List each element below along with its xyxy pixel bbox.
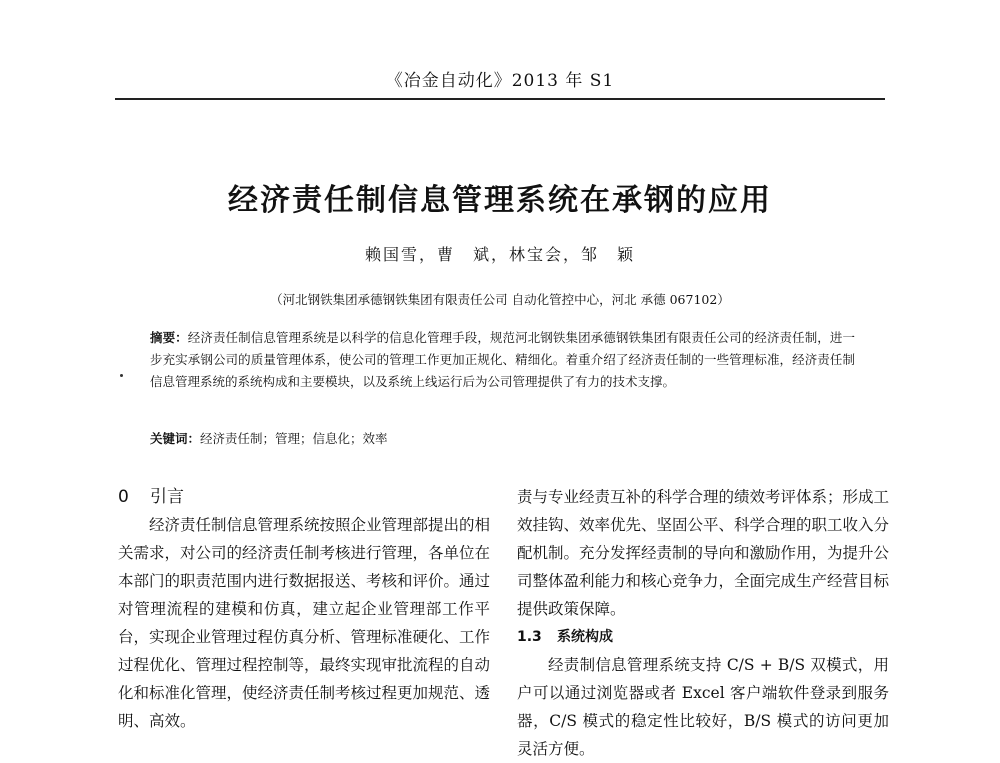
keywords-label: 关键词：	[150, 431, 201, 446]
left-column	[118, 483, 490, 735]
keywords	[150, 428, 855, 450]
abstract	[150, 327, 855, 393]
header-rule	[115, 98, 885, 100]
section-number: 0	[118, 487, 129, 507]
abstract-text: 经济责任制信息管理系统是以科学的信息化管理手段，规范河北钢铁集团承德钢铁集团有限责任公司的经济责任制，进一步充实承钢公司的质量管理体系，使公司的管理工作更加正规化、精细化。着重介绍了经济责任制的一些管理标准，经济责任制信息管理系统的系统构成和主要模块，以及系统上线运行后为公司管理提供了有力的技术支撑。	[150, 330, 855, 389]
abstract-label: 摘要：	[150, 330, 188, 345]
continued-paragraph: 责与专业经责互补的科学合理的绩效考评体系；形成工效挂钩、效率优先、坚固公平、科学合理的职工收入分配机制。充分发挥经责制的导向和激励作用，为提升公司整体盈利能力和核心竞争力，全面完成生产经营目标提供政策保障。	[517, 488, 890, 618]
section-title: 引言	[150, 487, 184, 507]
scan-mark	[120, 374, 123, 377]
right-column	[517, 483, 889, 763]
paper-authors: 赖国雪，曹 斌，林宝会，邹 颖	[364, 245, 635, 264]
subsection-heading-system	[517, 623, 889, 651]
keywords-text: 经济责任制；管理；信息化；效率	[200, 431, 388, 446]
section-heading-introduction	[118, 483, 490, 511]
paper-title: 经济责任制信息管理系统在承钢的应用	[228, 183, 772, 218]
introduction-paragraph: 经济责任制信息管理系统按照企业管理部提出的相关需求，对公司的经济责任制考核进行管理，各单位在本部门的职责范围内进行数据报送、考核和评价。通过对管理流程的建模和仿真，建立起企业管理部工作平台，实现企业管理过程仿真分析、管理标准硬化、工作过程优化、管理过程控制等，最终实现审批流程的自动化和标准化管理，使经济责任制考核过程更加规范、透明、高效。	[118, 516, 491, 730]
journal-header: 《冶金自动化》2013 年 S1	[385, 71, 615, 91]
subsection-number: 1.3	[517, 629, 542, 645]
system-paragraph: 经责制信息管理系统支持 C/S + B/S 双模式，用户可以通过浏览器或者 Excel 客户端软件登录到服务器，C/S 模式的稳定性比较好，B/S 模式的访问更加灵活方便。	[517, 656, 889, 758]
subsection-title: 系统构成	[557, 629, 613, 645]
paper-affiliation: （河北钢铁集团承德钢铁集团有限责任公司 自动化管控中心，河北 承德 067102）	[270, 292, 730, 307]
